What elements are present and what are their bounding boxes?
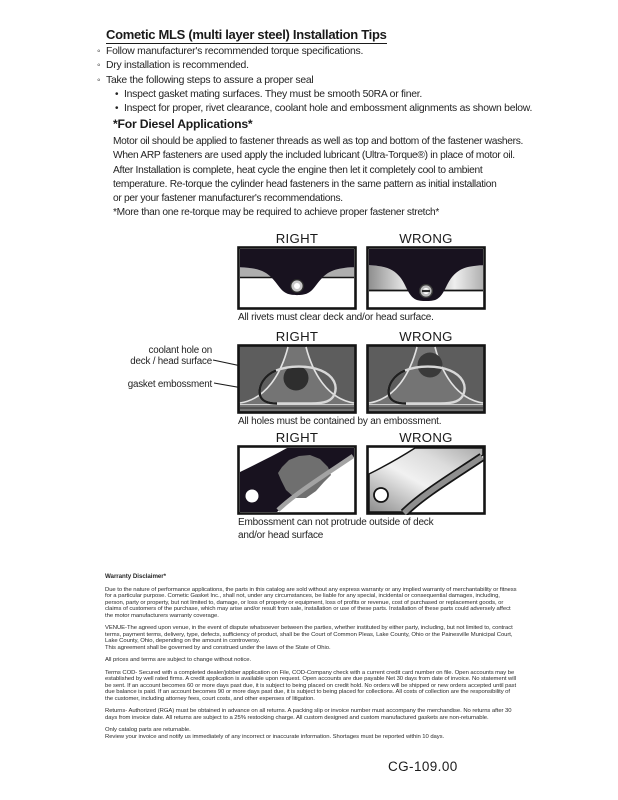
tip-text: Dry installation is recommended. [106,60,249,72]
diagram-embossment-wrong-illustration [366,445,486,515]
right-header: RIGHT [275,430,319,445]
text-line: coolant hole on [148,345,212,356]
disclaimer-paragraph: Due to the nature of performance applications, the parts in this catalog are sold without any express warranty or any implied warranty of merchantability or fitness for a particular purpose. Cometic Gasket Inc., shall not, under any circumstances, be liable for any special, incidental or consequential damages, including, person, party or property, but not limited to, damage, or loss of property or equipment, loss of profits or revenue, cost of purchased or replacement goods, or claims of customers of the purchase, which may arise and/or result from sale, installation or use of these parts. Installation of these parts could adversely affect the motor manufacturers warranty coverage. [105,586,517,619]
bolt-hole [246,490,259,503]
installation-tips-list [97,45,567,116]
coolant-hole-callout [118,345,212,367]
bullet-icon [115,88,124,102]
disclaimer-paragraph: VENUE-The agreed upon venue, in the event of dispute whatsoever between the parties, whether instituted by either party, including, but not limited to, contract terms, payment terms, delivery, type, defects, sufficiency of product, shall be the Court of Common Pleas, Lake County, Ohio or the Painesville Municipal Court, Lake County, Ohio, depending on the amount in controversy. [105,625,513,644]
caption-rivets: All rivets must clear deck and/or head surface. [238,312,434,323]
open-bullet-icon [97,59,106,73]
disclaimer-paragraph: Only catalog parts are returnable. [105,727,191,733]
disclaimer-paragraph: Review your invoice and notify us immediately of any incorrect or inaccurate information. Shortages must be reported within 10 days. [105,733,445,740]
list-item [97,102,567,116]
tip-text: Inspect for proper, rivet clearance, coolant hole and embossment alignments as shown below. [124,103,533,115]
diesel-paragraph [113,135,523,163]
text-line: Motor oil should be applied to fastener threads as well as top and bottom of the fastener washers. [113,136,524,147]
right-header: RIGHT [275,329,319,344]
open-bullet-icon [97,74,106,88]
text-line: When ARP fasteners are used apply the included lubricant (Ultra-Torque®) in place of motor oil. [113,150,515,161]
text-line: or per your fastener manufacturer's recommendations. [113,193,343,204]
open-bullet-icon [97,45,106,59]
diagram-hole-wrong-illustration [366,344,486,414]
caption-embossment: Embossment can not protrude outside of deck and/or head surface [238,517,434,541]
text-line: *More than one re-torque may be required to achieve proper fastener stretch* [113,207,440,218]
disclaimer-heading: Warranty Disclaimer* [105,573,167,580]
warranty-disclaimer [105,574,519,746]
diagram-hole-right-illustration [237,344,357,414]
retorque-note [113,206,439,220]
text-line: temperature. Re-torque the cylinder head fasteners in the same pattern as initial installation [113,179,497,190]
page-title: Cometic MLS (multi layer steel) Installation Tips [106,27,387,42]
right-header: RIGHT [275,231,319,246]
disclaimer-paragraph: All prices and terms are subject to change without notice. [105,657,252,663]
diagram-embossment-right-illustration [237,445,357,515]
coolant-hole [284,366,309,391]
page-code: CG-109.00 [388,759,458,774]
list-item [97,59,567,73]
caption-holes: All holes must be contained by an embossment. [238,416,442,427]
text-line: After Installation is complete, heat cycle the engine then let it completely cool to ambient [113,165,483,176]
wrong-header: WRONG [399,430,453,445]
wrong-header: WRONG [399,231,453,246]
disclaimer-paragraph: This agreement shall be governed by and construed under the laws of the State of Ohio. [105,644,331,651]
list-item [97,88,567,102]
bullet-icon [115,102,124,116]
tip-text: Inspect gasket mating surfaces. They must be smooth 50RA or finer. [124,88,423,100]
disclaimer-paragraph: Terms COD- Secured with a completed dealer/jobber application on File, COD-Company check with a current credit card number on file. Open accounts may be established by well rated firms. A credit application is available upon request. Open accounts are due payable Net 30 days from date of invoice. No statement will be sent. If an account becomes 60 or more days past due, it is subject to being placed on credit hold. No orders will be shipped or new orders accepted until past due balance is paid. If an account becomes 90 or more days past due, it is subject to being placed for collections. All costs of collection are the responsibility of the customer, including attorney fees, court costs, and other expenses of litigation. [105,669,517,702]
wrong-header: WRONG [399,329,453,344]
list-item [97,45,567,59]
gasket-embossment-callout: gasket embossment [127,379,212,390]
list-item [97,74,567,88]
tip-text: Take the following steps to assure a proper seal [106,74,314,86]
diesel-applications-heading: *For Diesel Applications* [113,117,253,131]
text-line: deck / head surface [130,356,212,367]
diagram-rivet-wrong-illustration [366,246,486,310]
disclaimer-paragraph: Returns- Authorized (RGA) must be obtained in advance on all returns. A packing slip or invoice number must accompany the merchandise. No returns after 30 days from invoice date. All returns are subject to a 25% restocking charge. All custom designed and custom manufactured gaskets are non-returnable. [105,708,512,721]
retorque-paragraph [113,164,497,206]
diagram-rivet-right-illustration [237,246,357,310]
bolt-hole [374,488,388,502]
coolant-hole [418,353,443,378]
tip-text: Follow manufacturer's recommended torque specifications. [106,46,364,57]
